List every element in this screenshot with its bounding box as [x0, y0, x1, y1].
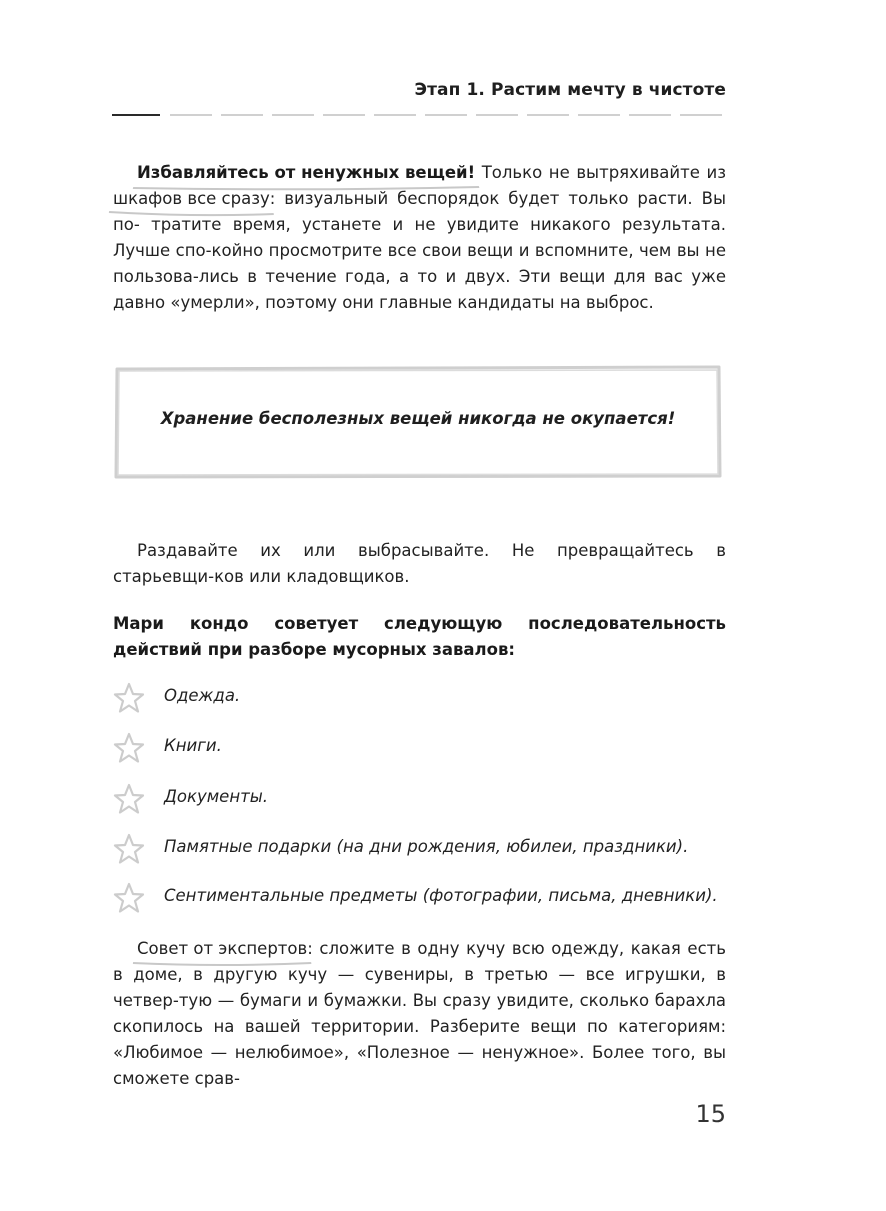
progress-dash [221, 114, 263, 116]
paragraph-expert-tip: Совет от экспертов : сложите в одну кучу всю одежду, какая есть в доме, в другую кучу — сувениры, в третью — все игрушки, в четвер-тую — бумаги и бумажки. Вы сразу увидите, сколько барахла скопилось на вашей территории. Разберите вещи по категориям: «Любимое — нелюбимое», «Полезное — ненужное». Более того, вы сможете срав- [113, 936, 726, 1092]
progress-dash [629, 114, 671, 116]
star-icon [112, 832, 146, 866]
list-item [112, 832, 752, 866]
list-item-label: Одежда. [164, 686, 241, 705]
list-item [112, 731, 752, 765]
list-item-label: Памятные подарки (на дни рождения, юбилеи, праздники). [164, 837, 689, 856]
progress-dash [476, 114, 518, 116]
list-item-label: Документы. [164, 787, 268, 806]
quote-text: Хранение бесполезных вещей никогда не окупается! [160, 409, 676, 428]
progress-dash [425, 114, 467, 116]
list-item [112, 681, 752, 715]
list-item [112, 881, 752, 915]
progress-dash [323, 114, 365, 116]
list-item-label: Сентиментальные предметы (фотографии, письма, дневники). [164, 886, 718, 905]
underlined-phrase: шкафов все сразу [113, 186, 270, 212]
star-icon [112, 681, 146, 715]
progress-dash [680, 114, 722, 116]
underlined-phrase: Совет от экспертов [137, 936, 307, 962]
progress-dash [170, 114, 212, 116]
progress-dash [578, 114, 620, 116]
star-icon [112, 731, 146, 765]
progress-dash [527, 114, 569, 116]
lead-phrase-underlined: Избавляйтесь от ненужных вещей! [137, 160, 475, 186]
list-heading: Мари кондо советует следующую последовательность действий при разборе мусорных завалов: [113, 614, 726, 659]
page-number: 15 [695, 1100, 726, 1128]
list-item-label: Книги. [164, 736, 222, 755]
paragraph-declutter: Избавляйтесь от ненужных вещей! Только не вытряхивайте из шкафов все сразу : визуальный беспорядок будет только расти. Вы по- тратите время, устанете и не увидите никакого результата. Лучше спо-койно просмотрите все свои вещи и вспомните, чем вы не пользова-лись в течение года, а то и двух. Эти вещи для вас уже давно «умерли», поэтому они главные кандидаты на выброс. [113, 160, 726, 316]
list-item [112, 782, 752, 816]
star-icon [112, 881, 146, 915]
progress-dash-active [112, 114, 160, 116]
quote-box [114, 365, 722, 479]
progress-dash [374, 114, 416, 116]
running-header-title: Этап 1. Растим мечту в чистоте [414, 80, 726, 100]
star-icon [112, 782, 146, 816]
progress-dash [272, 114, 314, 116]
paragraph-give-away: Раздавайте их или выбрасывайте. Не превращайтесь в старьевщи-ков или кладовщиков. [113, 541, 726, 586]
